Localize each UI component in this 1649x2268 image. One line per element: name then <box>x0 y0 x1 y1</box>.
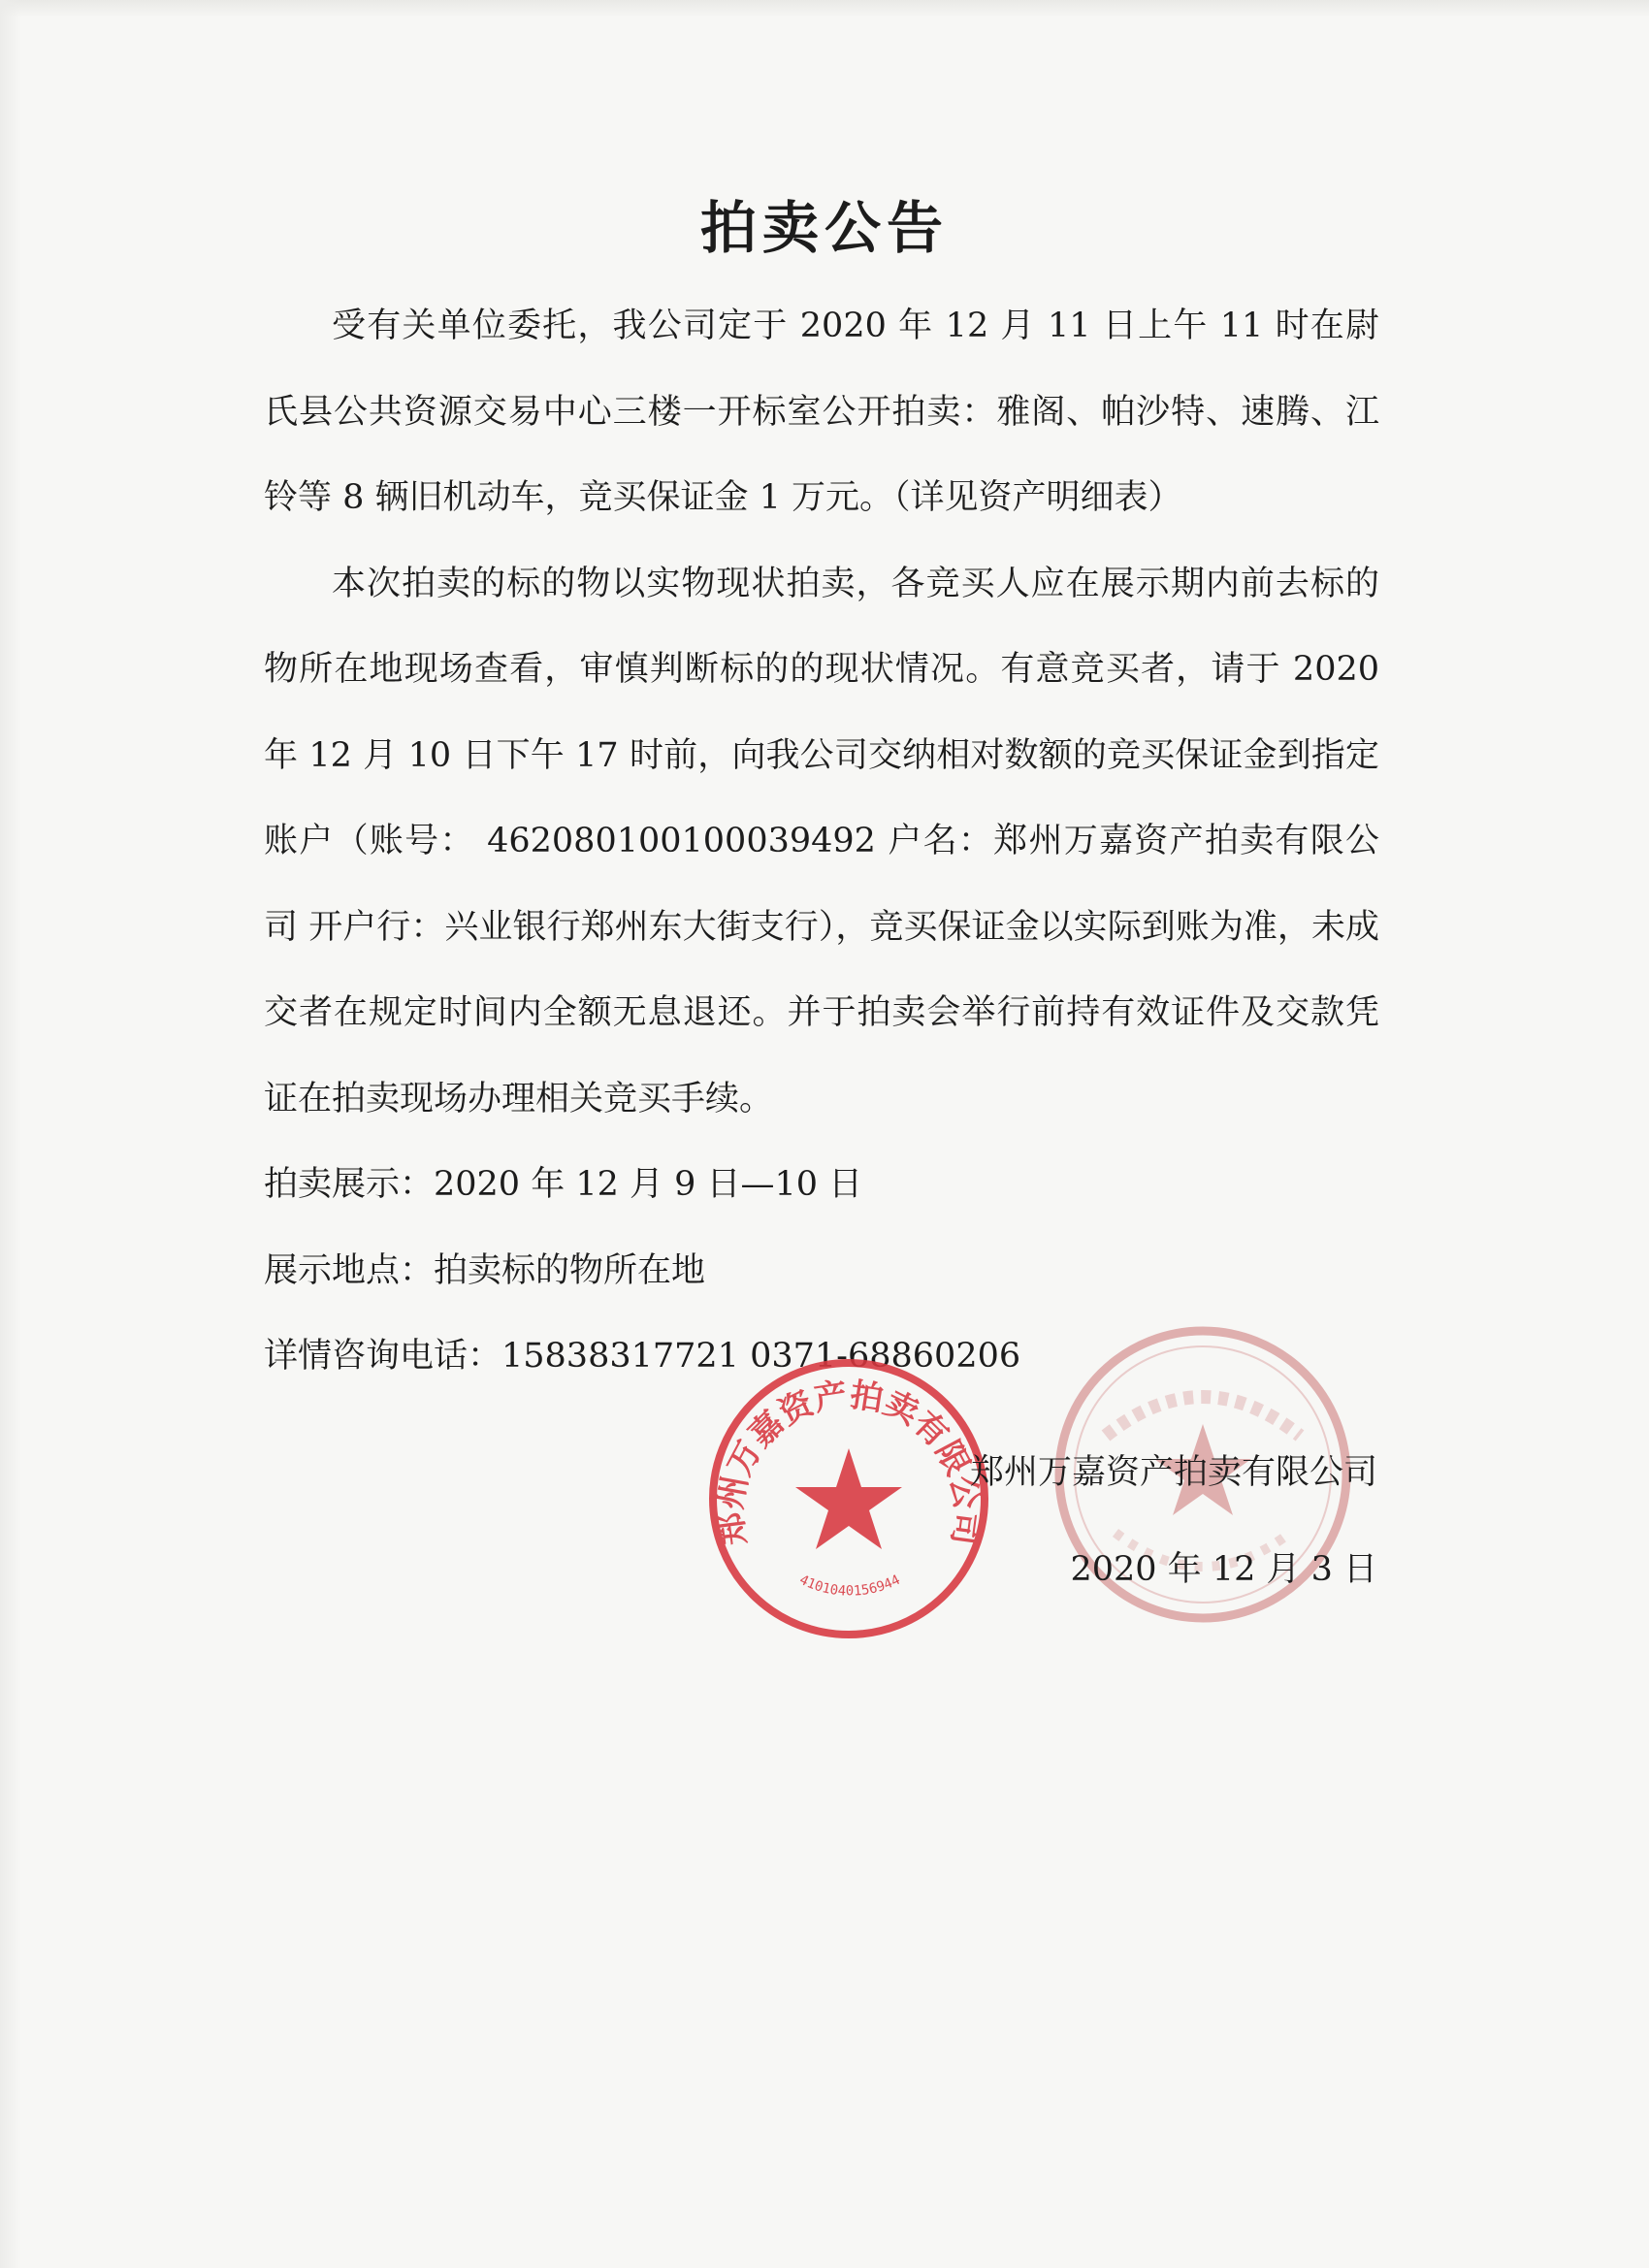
signature-company: 郑州万嘉资产拍卖有限公司 <box>969 1453 1377 1492</box>
seal-number: 4101040156944 <box>796 1571 903 1600</box>
company-seal <box>703 1353 994 1644</box>
exhibition-dates: 拍卖展示：2020 年 12 月 9 日—10 日 <box>264 1165 863 1204</box>
contact-phone: 详情咨询电话：15838317721 0371-68860206 <box>264 1337 1021 1376</box>
seal-arc-text: 郑州万嘉资产拍卖有限公司 <box>710 1376 987 1548</box>
exhibition-location: 展示地点：拍卖标的物所在地 <box>264 1250 706 1290</box>
paragraph-commission: 受有关单位委托，我公司定于 2020 年 12 月 11 日上午 11 时在尉氏县公共资源交易中心三楼一开标室公开拍卖：雅阁、帕沙特、速腾、江铃等 8 辆旧机动车，竞买保证金 1 万元。（详见资产明细表） <box>264 307 1379 517</box>
document-body <box>264 283 1379 1400</box>
paragraph-terms: 本次拍卖的标的物以实物现状拍卖，各竞买人应在展示期内前去标的物所在地现场查看，审慎判断标的的现状情况。有意竞买者，请于 2020 年 12 月 10 日下午 17 时前，向我公司交纳相对数额的竞买保证金到指定账户（账号： 462080100100039492 户名：郑州万嘉资产拍卖有限公司 开户行：兴业银行郑州东大街支行），竞买保证金以实际到账为准，未成交者在规定时间内全额无息退还。并于拍卖会举行前持有效证件及交款凭证在拍卖现场办理相关竞买手续。 <box>264 564 1379 1118</box>
document-title: 拍卖公告 <box>699 195 949 261</box>
signature-date: 2020 年 12 月 3 日 <box>1070 1550 1377 1589</box>
